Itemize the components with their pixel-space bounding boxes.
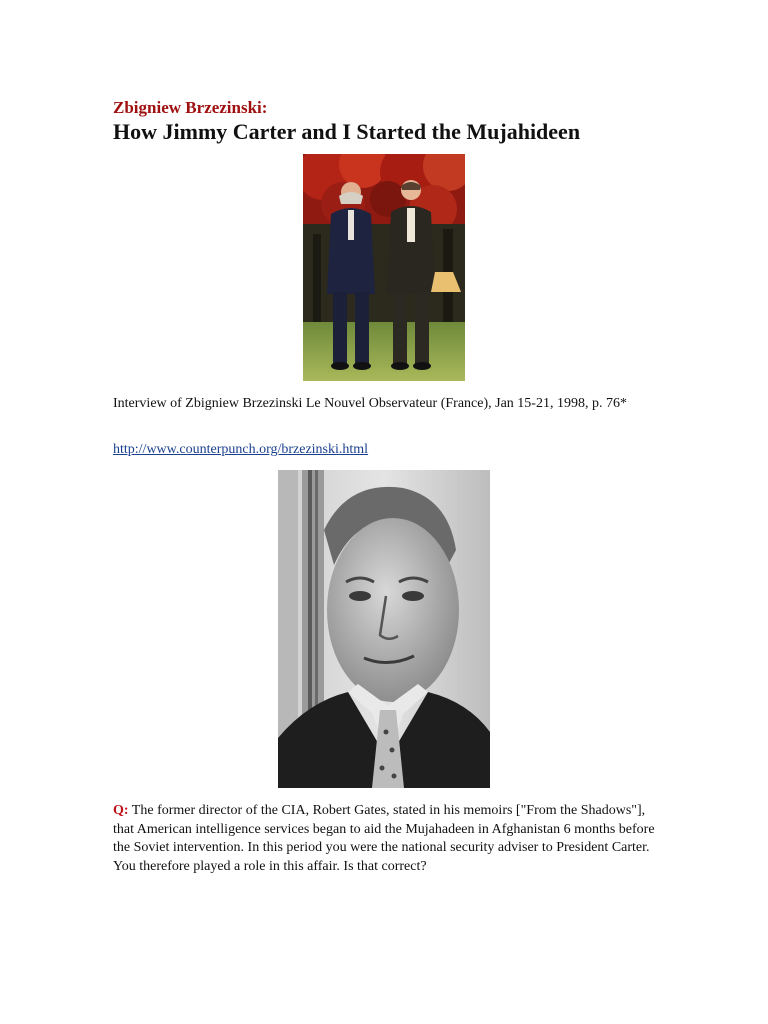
author-heading: Zbigniew Brzezinski:	[113, 98, 268, 117]
interview-citation: Interview of Zbigniew Brzezinski Le Nouvel Observateur (France), Jan 15-21, 1998, p. 76*	[113, 396, 627, 411]
question-text: The former director of the CIA, Robert Gates, stated in his memoirs ["From the Shadows"], that American intelligence services began to aid the Mujahadeen in Afghanistan 6 months before the Soviet intervention. In this period you were the national security adviser to President Carter. You therefore played a role in this affair. Is that correct?	[113, 803, 655, 874]
brzezinski-portrait	[278, 470, 490, 788]
carter-brzezinski-photo	[303, 154, 465, 381]
article-title: How Jimmy Carter and I Started the Mujahideen	[113, 119, 581, 144]
question-paragraph	[113, 802, 658, 876]
question-label: Q:	[113, 803, 129, 818]
counterpunch-link[interactable]: http://www.counterpunch.org/brzezinski.html	[113, 442, 369, 457]
